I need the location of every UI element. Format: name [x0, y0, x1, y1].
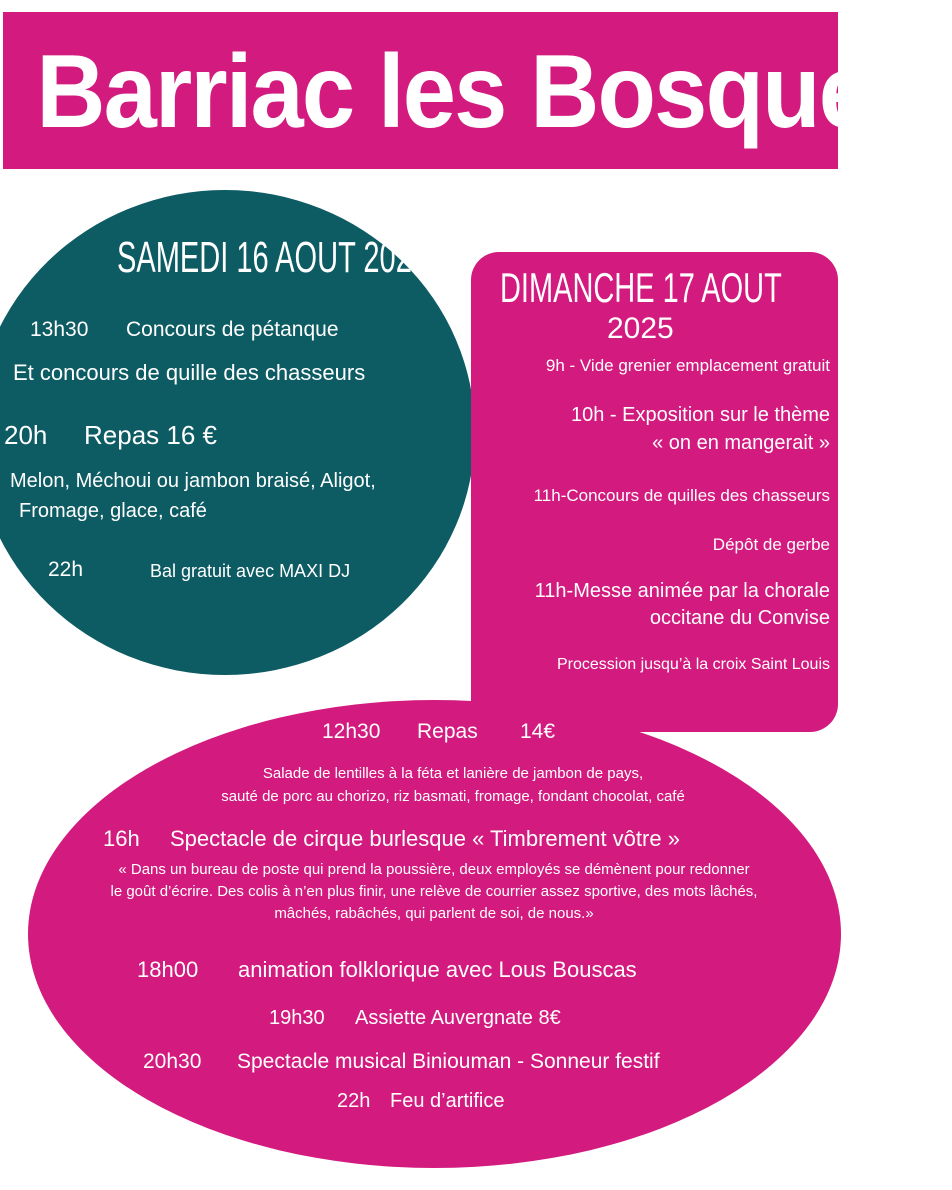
saturday-quilles: Et concours de quille des chasseurs	[13, 360, 366, 385]
fireworks-time: 22h	[337, 1090, 371, 1112]
sunday-vide-grenier: 9h - Vide grenier emplacement gratuit	[545, 356, 830, 375]
title-banner	[3, 12, 952, 169]
plate-text: Assiette Auvergnate 8€	[355, 1007, 561, 1029]
sunday-heading: DIMANCHE 17 AOUT	[500, 264, 782, 311]
meal-label: Repas	[417, 720, 478, 743]
saturday-meal: Repas 16 €	[84, 420, 217, 450]
folk-time: 18h00	[137, 957, 199, 982]
saturday-time-1330: 13h30	[30, 318, 89, 341]
saturday-bal: Bal gratuit avec MAXI DJ	[150, 561, 351, 581]
sunday-messe-chorale: occitane du Convise	[649, 607, 830, 629]
poster-title: Barriac les Bosquets	[36, 34, 952, 150]
sunday-procession: Procession jusqu’à la croix Saint Louis	[556, 656, 830, 673]
show-description-line-2: le goût d’écrire. Des colis à n’en plus finir, une relève de courrier assez sportive, des mots lâchés,	[110, 883, 758, 900]
sunday-heading-year: 2025	[607, 312, 674, 345]
sunday-quilles: 11h-Concours de quilles des chasseurs	[533, 486, 830, 505]
plate-time: 19h30	[269, 1007, 325, 1029]
fireworks-text: Feu d’artifice	[390, 1090, 505, 1112]
show-description-line-3: mâchés, rabâchés, qui parlent de soi, de nous.»	[274, 905, 594, 922]
meal-price: 14€	[520, 720, 556, 743]
show-time: 16h	[103, 826, 140, 851]
saturday-heading: SAMEDI 16 AOUT 2025	[117, 233, 428, 282]
music-text: Spectacle musical Biniouman - Sonneur festif	[237, 1050, 660, 1073]
sunday-gerbe: Dépôt de gerbe	[712, 535, 830, 554]
meal-time: 12h30	[322, 720, 381, 743]
meal-menu-line-1: Salade de lentilles à la féta et lanière de jambon de pays,	[262, 765, 644, 782]
saturday-time-20h: 20h	[4, 420, 48, 450]
meal-menu-line-2: sauté de porc au chorizo, riz basmati, fromage, fondant chocolat, café	[221, 788, 685, 805]
folk-text: animation folklorique avec Lous Bouscas	[238, 957, 637, 982]
sunday-messe: 11h-Messe animée par la chorale	[534, 580, 830, 602]
saturday-menu-line-1: Melon, Méchoui ou jambon braisé, Aligot,	[10, 470, 376, 492]
saturday-time-22h: 22h	[48, 558, 84, 581]
show-title: Spectacle de cirque burlesque « Timbrement vôtre »	[170, 826, 680, 851]
sunday-exposition-theme: « on en mangerait »	[652, 432, 830, 454]
saturday-petanque: Concours de pétanque	[126, 318, 339, 341]
saturday-menu-line-2: Fromage, glace, café	[19, 500, 207, 522]
sunday-exposition: 10h - Exposition sur le thème	[570, 404, 830, 426]
music-time: 20h30	[143, 1050, 202, 1073]
show-description-line-1: « Dans un bureau de poste qui prend la poussière, deux employés se démènent pour redonner	[118, 861, 750, 878]
